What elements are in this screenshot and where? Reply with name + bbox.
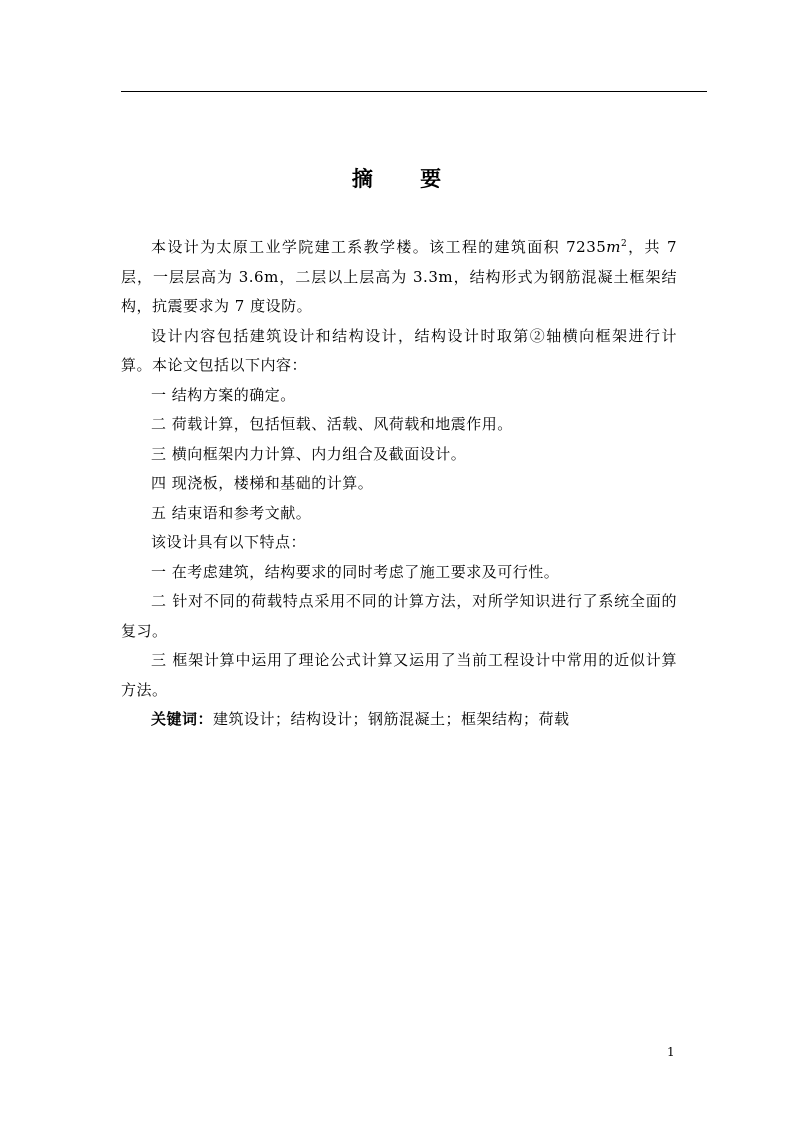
list-item: 五 结束语和参考文献。	[151, 503, 312, 522]
area-unit: $m^2$	[606, 238, 628, 256]
list-item: 一 结构方案的确定。	[151, 385, 296, 404]
paragraph-intro	[121, 233, 677, 322]
list-item: 四 现浇板，楼梯和基础的计算。	[151, 474, 374, 492]
header-rule	[121, 91, 707, 92]
keywords-label: 关键词：	[151, 710, 214, 728]
feature-item: 一 在考虑建筑，结构要求的同时考虑了施工要求及可行性。	[151, 562, 560, 581]
page-title: 摘 要	[351, 167, 462, 191]
paragraph-intro-part1: 本设计为太原工业学院建工系教学楼。该工程的建筑面积 7235	[151, 238, 607, 256]
keywords-text: 建筑设计；结构设计；钢筋混凝土；框架结构；荷载	[213, 710, 570, 728]
feature-item: 三 框架计算中运用了理论公式计算又运用了当前工程设计中常用的近似计算方法。	[121, 651, 677, 699]
abstract-body	[121, 233, 677, 735]
list-item: 二 荷载计算，包括恒载、活载、风荷载和地震作用。	[151, 415, 513, 433]
feature-item: 二 针对不同的荷载特点采用不同的计算方法，对所学知识进行了系统全面的复习。	[121, 592, 677, 640]
paragraph-features-intro: 该设计具有以下特点：	[151, 533, 307, 551]
page-number: 1	[667, 1045, 675, 1059]
paragraph-intro-part2: ，共 7 层，一层层高为 3.6m，二层以上层高为 3.3m，结构形式为钢筋混凝土框架结构，抗震要求为 7 度设防。	[121, 238, 677, 315]
keywords-line	[121, 705, 677, 735]
list-item: 三 横向框架内力计算、内力组合及截面设计。	[151, 444, 467, 463]
paragraph-design-content: 设计内容包括建筑设计和结构设计，结构设计时取第②轴横向框架进行计算。本论文包括以下内容：	[121, 326, 677, 374]
